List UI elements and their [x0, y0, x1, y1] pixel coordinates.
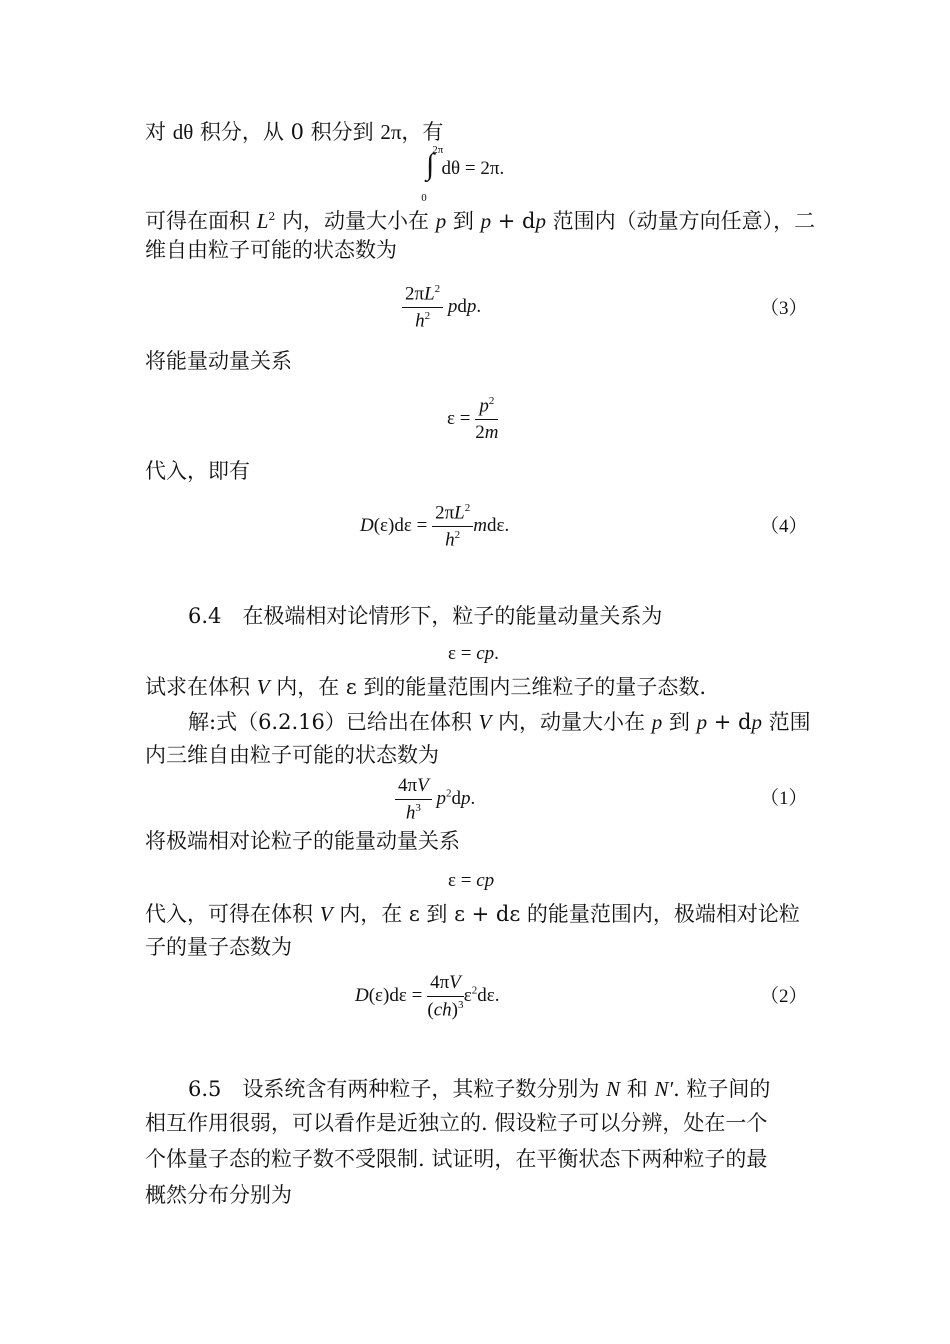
equation-1: $\frac{4\pi V}{h^3}$ $p^2dp$. — [395, 775, 475, 824]
energy-momentum-equation: ε = $\frac{p^2}{2m}$ — [447, 395, 499, 444]
text-line: 对 dθ 积分，从 0 积分到 2π，有 — [145, 120, 444, 144]
text-line: 概然分布分别为 — [145, 1183, 292, 1207]
equation-2: D(ε)dε = $\frac{4\pi V}{(ch)^3}$ $\varepsilon^2d\varepsilon$. — [355, 972, 500, 1021]
solution-line: 解:式（6.2.16）已给出在体积 V 内，动量大小在 p 到 p + dp 范围 — [188, 710, 811, 734]
text-line: 代入，可得在体积 V 内，在 ε 到 ε + dε 的能量范围内，极端相对论粒 — [145, 902, 800, 926]
equation-number: （3） — [760, 298, 808, 319]
problem-6-5-line: 6.5 设系统含有两种粒子，其粒子数分别为 N 和 N′. 粒子间的 — [188, 1077, 771, 1101]
text-line: 代入，即有 — [145, 459, 250, 483]
text-line: 试求在体积 V 内，在 ε 到的能量范围内三维粒子的量子态数. — [145, 675, 707, 699]
text-line: 内三维自由粒子可能的状态数为 — [145, 743, 439, 767]
text-line: 个体量子态的粒子数不受限制. 试证明，在平衡状态下两种粒子的最 — [145, 1147, 768, 1171]
text-line: 将能量动量关系 — [145, 349, 292, 373]
text-line: 维自由粒子可能的状态数为 — [145, 238, 397, 262]
text-line: 将极端相对论粒子的能量动量关系 — [145, 829, 460, 853]
text-line: 相互作用很弱，可以看作是近独立的. 假设粒子可以分辨，处在一个 — [145, 1111, 768, 1135]
text-line: 子的量子态数为 — [145, 935, 292, 959]
equation-number: （4） — [760, 516, 808, 537]
equation-4: D(ε)dε = $\frac{2\pi L^2}{h^2}$ mdε. — [360, 502, 510, 551]
equation-cp: ε = cp — [448, 870, 495, 891]
equation-number: （2） — [760, 986, 808, 1007]
text-line: 可得在面积 $L^2$ 内，动量大小在 p 到 p + dp 范围内（动量方向任意），二 — [145, 209, 816, 233]
integral-equation: ∫$^{2\pi}_0$ dθ = 2π. — [421, 143, 505, 204]
equation-3: $\frac{2\pi L^2}{h^2}$ pdp. — [402, 283, 481, 333]
problem-6-4-title: 6.4 在极端相对论情形下，粒子的能量动量关系为 — [188, 604, 663, 628]
equation-number: （1） — [760, 788, 808, 809]
equation-cp: ε = cp. — [448, 643, 499, 664]
